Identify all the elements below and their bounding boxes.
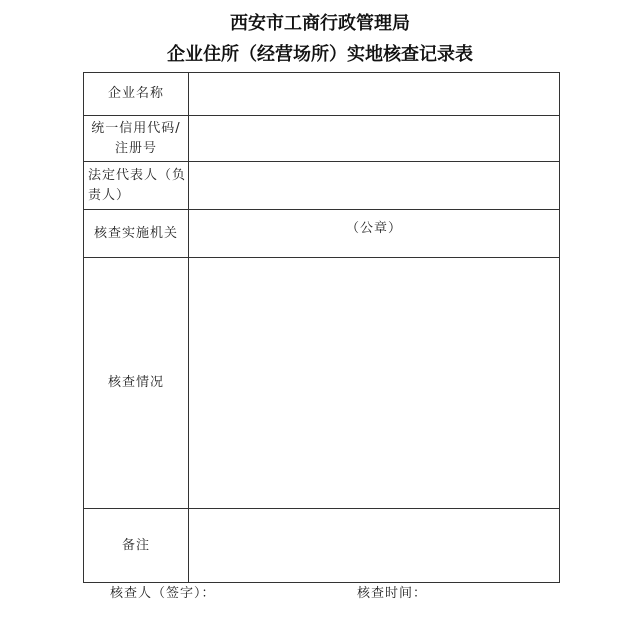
table-row-legal-representative [84, 162, 560, 210]
table-row-remarks [84, 509, 560, 583]
table-row-credit-code [84, 116, 560, 162]
inspection-time-label: 核查时间： [357, 586, 428, 601]
credit-code-field[interactable] [189, 116, 560, 162]
table-row-situation [84, 258, 560, 509]
situation-field[interactable] [189, 258, 560, 509]
legal-representative-field[interactable] [189, 162, 560, 210]
credit-code-label-line1: 统一信用代码/ [91, 120, 181, 136]
table-row-agency [84, 210, 560, 258]
credit-code-label [84, 116, 189, 162]
enterprise-name-field[interactable] [189, 73, 560, 116]
remarks-label: 备注 [84, 509, 189, 583]
legal-representative-label [84, 162, 189, 210]
remarks-field[interactable] [189, 509, 560, 583]
situation-label: 核查情况 [84, 258, 189, 509]
legal-representative-label-line2: 责人） [88, 187, 131, 203]
inspection-record-table [83, 72, 560, 583]
official-seal-placeholder: （公章） [345, 220, 402, 236]
agency-field[interactable] [189, 210, 560, 258]
form-title: 企业住所（经营场所）实地核查记录表 [167, 44, 473, 65]
page-title: 西安市工商行政管理局 [230, 13, 410, 34]
enterprise-name-label: 企业名称 [84, 73, 189, 116]
credit-code-label-line2: 注册号 [114, 140, 157, 156]
table-row-enterprise-name [84, 73, 560, 116]
legal-representative-label-line1: 法定代表人（负 [88, 167, 187, 183]
agency-label: 核查实施机关 [84, 210, 189, 258]
inspector-signature-label: 核查人（签字）： [110, 586, 216, 601]
